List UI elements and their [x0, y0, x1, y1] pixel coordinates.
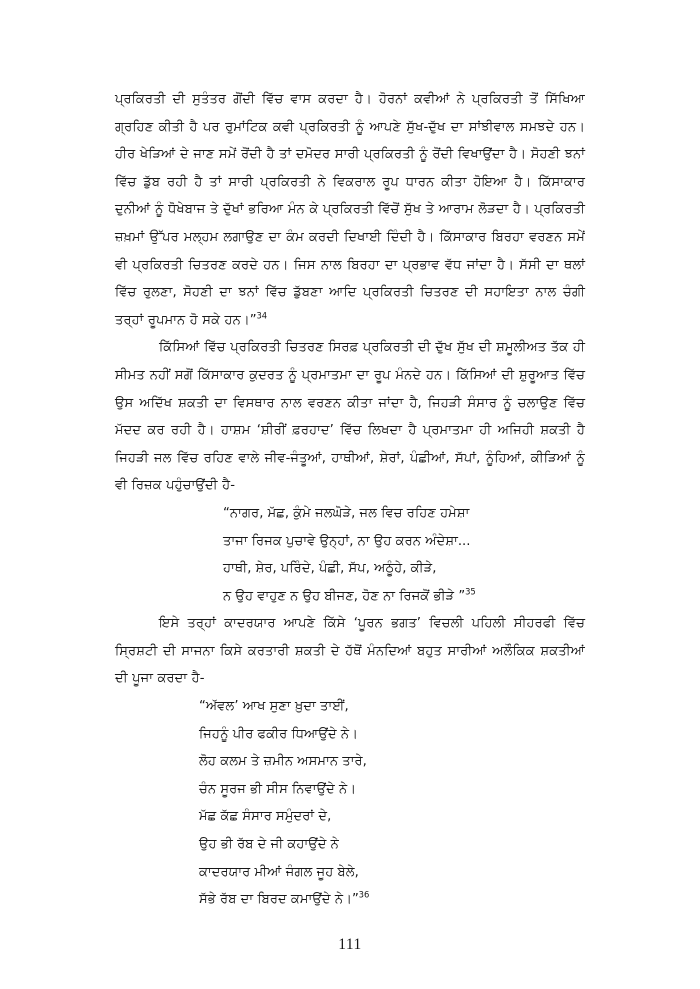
footnote-marker-36: 36	[358, 889, 370, 900]
verse-line-text: ਸੱਭੇ ਰੱਬ ਦਾ ਬਿਰਦ ਕਮਾਉਂਦੇ ਨੇ।	[199, 892, 352, 908]
footnote-marker-34: 34	[256, 310, 268, 321]
paragraph-1	[115, 86, 585, 334]
paragraph-3	[115, 610, 585, 693]
paragraph-2-text: ਕਿੱਸਿਆਂ ਵਿੱਚ ਪ੍ਰਕਿਰਤੀ ਚਿਤਰਣ ਸਿਰਫ਼ ਪ੍ਰਕਿਰਤੀ ਦੀ ਦੁੱਖ ਸੁੱਖ ਦੀ ਸ਼ਮੂਲੀਅਤ ਤੱਕ ਹੀ ਸੀਮਤ ਨਹੀਂ ਸਗੋਂ ਕਿੱਸਾਕਾਰ ਕੁਦਰਤ ਨੂੰ ਪ੍ਰਮਾਤਮਾ ਦਾ ਰੂਪ ਮੰਨਦੇ ਹਨ। ਕਿੱਸਿਆਂ ਦੀ ਸ਼ੁਰੂਆਤ ਵਿੱਚ ਉਸ ਅਦਿੱਖ ਸ਼ਕਤੀ ਦਾ ਵਿਸਥਾਰ ਨਾਲ ਵਰਣਨ ਕੀਤਾ ਜਾਂਦਾ ਹੈ, ਜਿਹੜੀ ਸੰਸਾਰ ਨੂੰ ਚਲਾਉਣ ਵਿੱਚ ਮੱਦਦ ਕਰ ਰਹੀ ਹੈ। ਹਾਸ਼ਮ ‘ਸ਼ੀਰੀਂ ਫ਼ਰਹਾਦ’ ਵਿੱਚ ਲਿਖਦਾ ਹੈ ਪ੍ਰਮਾਤਮਾ ਹੀ ਅਜਿਹੀ ਸ਼ਕਤੀ ਹੈ ਜਿਹੜੀ ਜਲ ਵਿੱਚ ਰਹਿਣ ਵਾਲੇ ਜੀਵ-ਜੰਤੂਆਂ, ਹਾਥੀਆਂ, ਸ਼ੇਰਾਂ, ਪੰਛੀਆਂ, ਸੱਪਾਂ, ਨੂੰਹਿਆਂ, ਕੀੜਿਆਂ ਨੂੰ ਵੀ ਰਿਜ਼ਕ ਪਹੁੰਚਾਉਂਦੀ ਹੈ-	[115, 340, 585, 494]
verse-block-1	[115, 500, 585, 610]
verse-line: ਮੱਛ ਕੱਛ ਸੰਸਾਰ ਸਮੁੰਦਰਾਂ ਦੇ,	[199, 809, 332, 825]
verse-line: ਚੰਨ ਸੂਰਜ ਭੀ ਸੀਸ ਨਿਵਾਉਂਦੇ ਨੇ।	[199, 781, 357, 797]
verse-line-last	[115, 886, 585, 914]
verse-line: ਲੋਹ ਕਲਮ ਤੇ ਜ਼ਮੀਨ ਅਸਮਾਨ ਤਾਰੇ,	[199, 754, 367, 770]
verse-line-text: ਨ ਉਹ ਵਾਹੁਣ ਨ ਉਹ ਬੀਜਣ, ਹੋਣ ਨਾ ਰਿਜਕੋਂ ਭੀੜੇ	[223, 588, 455, 604]
verse-1-closing-quote: ”	[458, 588, 466, 604]
verse-line: ਕਾਦਰਯਾਰ ਮੀਆਂ ਜੰਗਲ ਜੂਹ ਬੇਲੇ,	[199, 864, 359, 880]
page-number: 111	[338, 936, 362, 953]
verse-block-2	[115, 693, 585, 914]
verse-2-closing-quote: ”	[351, 892, 359, 908]
verse-line: ਹਾਥੀ, ਸ਼ੇਰ, ਪਰਿੰਦੇ, ਪੰਛੀ, ਸੱਪ, ਅਠੂੰਹੇ, ਕੀੜੇ,	[223, 561, 437, 577]
footnote-marker-35: 35	[465, 586, 476, 597]
paragraph-3-text: ਇਸੇ ਤਰ੍ਹਾਂ ਕਾਦਰਯਾਰ ਆਪਣੇ ਕਿੱਸੇ ‘ਪੂਰਨ ਭਗਤ’ ਵਿਚਲੀ ਪਹਿਲੀ ਸੀਹਰਫੀ ਵਿੱਚ ਸ੍ਰਿਸ਼ਟੀ ਦੀ ਸਾਜਨਾ ਕਿਸੇ ਕਰਤਾਰੀ ਸ਼ਕਤੀ ਦੇ ਹੱਥੋਂ ਮੰਨਦਿਆਂ ਬਹੁਤ ਸਾਰੀਆਂ ਅਲੌਕਿਕ ਸ਼ਕਤੀਆਂ ਦੀ ਪੂਜਾ ਕਰਦਾ ਹੈ-	[115, 616, 585, 687]
verse-line: ਤਾਜਾ ਰਿਜਕ ਪੁਚਾਵੇ ਉਨ੍ਹਾਂ, ਨਾ ਉਹ ਕਰਨ ਅੰਦੇਸ਼ਾ...	[223, 533, 471, 549]
verse-line: ਜਿਹਨੂੰ ਪੀਰ ਫਕੀਰ ਧਿਆਉਂਦੇ ਨੇ।	[199, 726, 358, 742]
verse-line-last	[115, 583, 585, 611]
verse-line: “ਨਾਗਰ, ਮੱਛ, ਕੁੰਮੇ ਜਲਘੋੜੇ, ਜਲ ਵਿਚ ਰਹਿਣ ਹਮੇਸ਼ਾ	[223, 505, 470, 521]
verse-line: “ਅੱਵਲ’ ਆਖ ਸੁਣਾ ਖ਼ੁਦਾ ਤਾਈਂ,	[199, 699, 349, 715]
verse-line: ਉਹ ਭੀ ਰੱਬ ਦੇ ਜੀ ਕਹਾਉਂਦੇ ਨੇ	[199, 837, 339, 853]
paragraph-1-text: ਪ੍ਰਕਿਰਤੀ ਦੀ ਸੁਤੰਤਰ ਗੋਂਦੀ ਵਿੱਚ ਵਾਸ ਕਰਦਾ ਹੈ। ਹੋਰਨਾਂ ਕਵੀਆਂ ਨੇ ਪ੍ਰਕਿਰਤੀ ਤੋਂ ਸਿੱਖਿਆ ਗ੍ਰਹਿਣ ਕੀਤੀ ਹੈ ਪਰ ਰੁਮਾਂਟਿਕ ਕਵੀ ਪ੍ਰਕਿਰਤੀ ਨੂੰ ਆਪਣੇ ਸੁੱਖ-ਦੁੱਖ ਦਾ ਸਾਂਝੀਵਾਲ ਸਮਝਦੇ ਹਨ। ਹੀਰ ਖੇੜਿਆਂ ਦੇ ਜਾਣ ਸਮੇਂ ਰੋਂਦੀ ਹੈ ਤਾਂ ਦਮੋਦਰ ਸਾਰੀ ਪ੍ਰਕਿਰਤੀ ਨੂੰ ਰੋਂਦੀ ਵਿਖਾਉਂਦਾ ਹੈ। ਸੋਹਣੀ ਝਨਾਂ ਵਿੱਚ ਡੁੱਬ ਰਹੀ ਹੈ ਤਾਂ ਸਾਰੀ ਪ੍ਰਕਿਰਤੀ ਨੇ ਵਿਕਰਾਲ ਰੂਪ ਧਾਰਨ ਕੀਤਾ ਹੋਇਆ ਹੈ। ਕਿੱਸਾਕਾਰ ਦੁਨੀਆਂ ਨੂੰ ਧੋਖੇਬਾਜ ਤੇ ਦੁੱਖਾਂ ਭਰਿਆ ਮੰਨ ਕੇ ਪ੍ਰਕਿਰਤੀ ਵਿੱਚੋਂ ਸੁੱਖ ਤੇ ਆਰਾਮ ਲੋੜਦਾ ਹੈ। ਪ੍ਰਕਿਰਤੀ ਜ਼ਖ਼ਮਾਂ ਉੱਪਰ ਮਲ੍ਹਮ ਲਗਾਉਣ ਦਾ ਕੰਮ ਕਰਦੀ ਦਿਖਾਈ ਦਿੰਦੀ ਹੈ। ਕਿੱਸਾਕਾਰ ਬਿਰਹਾ ਵਰਣਨ ਸਮੇਂ ਵੀ ਪ੍ਰਕਿਰਤੀ ਚਿਤਰਣ ਕਰਦੇ ਹਨ। ਜਿਸ ਨਾਲ ਬਿਰਹਾ ਦਾ ਪ੍ਰਭਾਵ ਵੱਧ ਜਾਂਦਾ ਹੈ। ਸੱਸੀ ਦਾ ਥਲਾਂ ਵਿੱਚ ਰੁਲਣਾ, ਸੋਹਣੀ ਦਾ ਝਨਾਂ ਵਿੱਚ ਡੁੱਬਣਾ ਆਦਿ ਪ੍ਰਕਿਰਤੀ ਚਿਤਰਣ ਦੀ ਸਹਾਇਤਾ ਨਾਲ ਚੰਗੀ ਤਰ੍ਹਾਂ ਰੂਪਮਾਨ ਹੋ ਸਕੇ ਹਨ।	[115, 92, 585, 328]
page-content	[115, 86, 585, 914]
paragraph-2	[115, 334, 585, 500]
paragraph-1-closing-quote: ”	[249, 312, 257, 328]
